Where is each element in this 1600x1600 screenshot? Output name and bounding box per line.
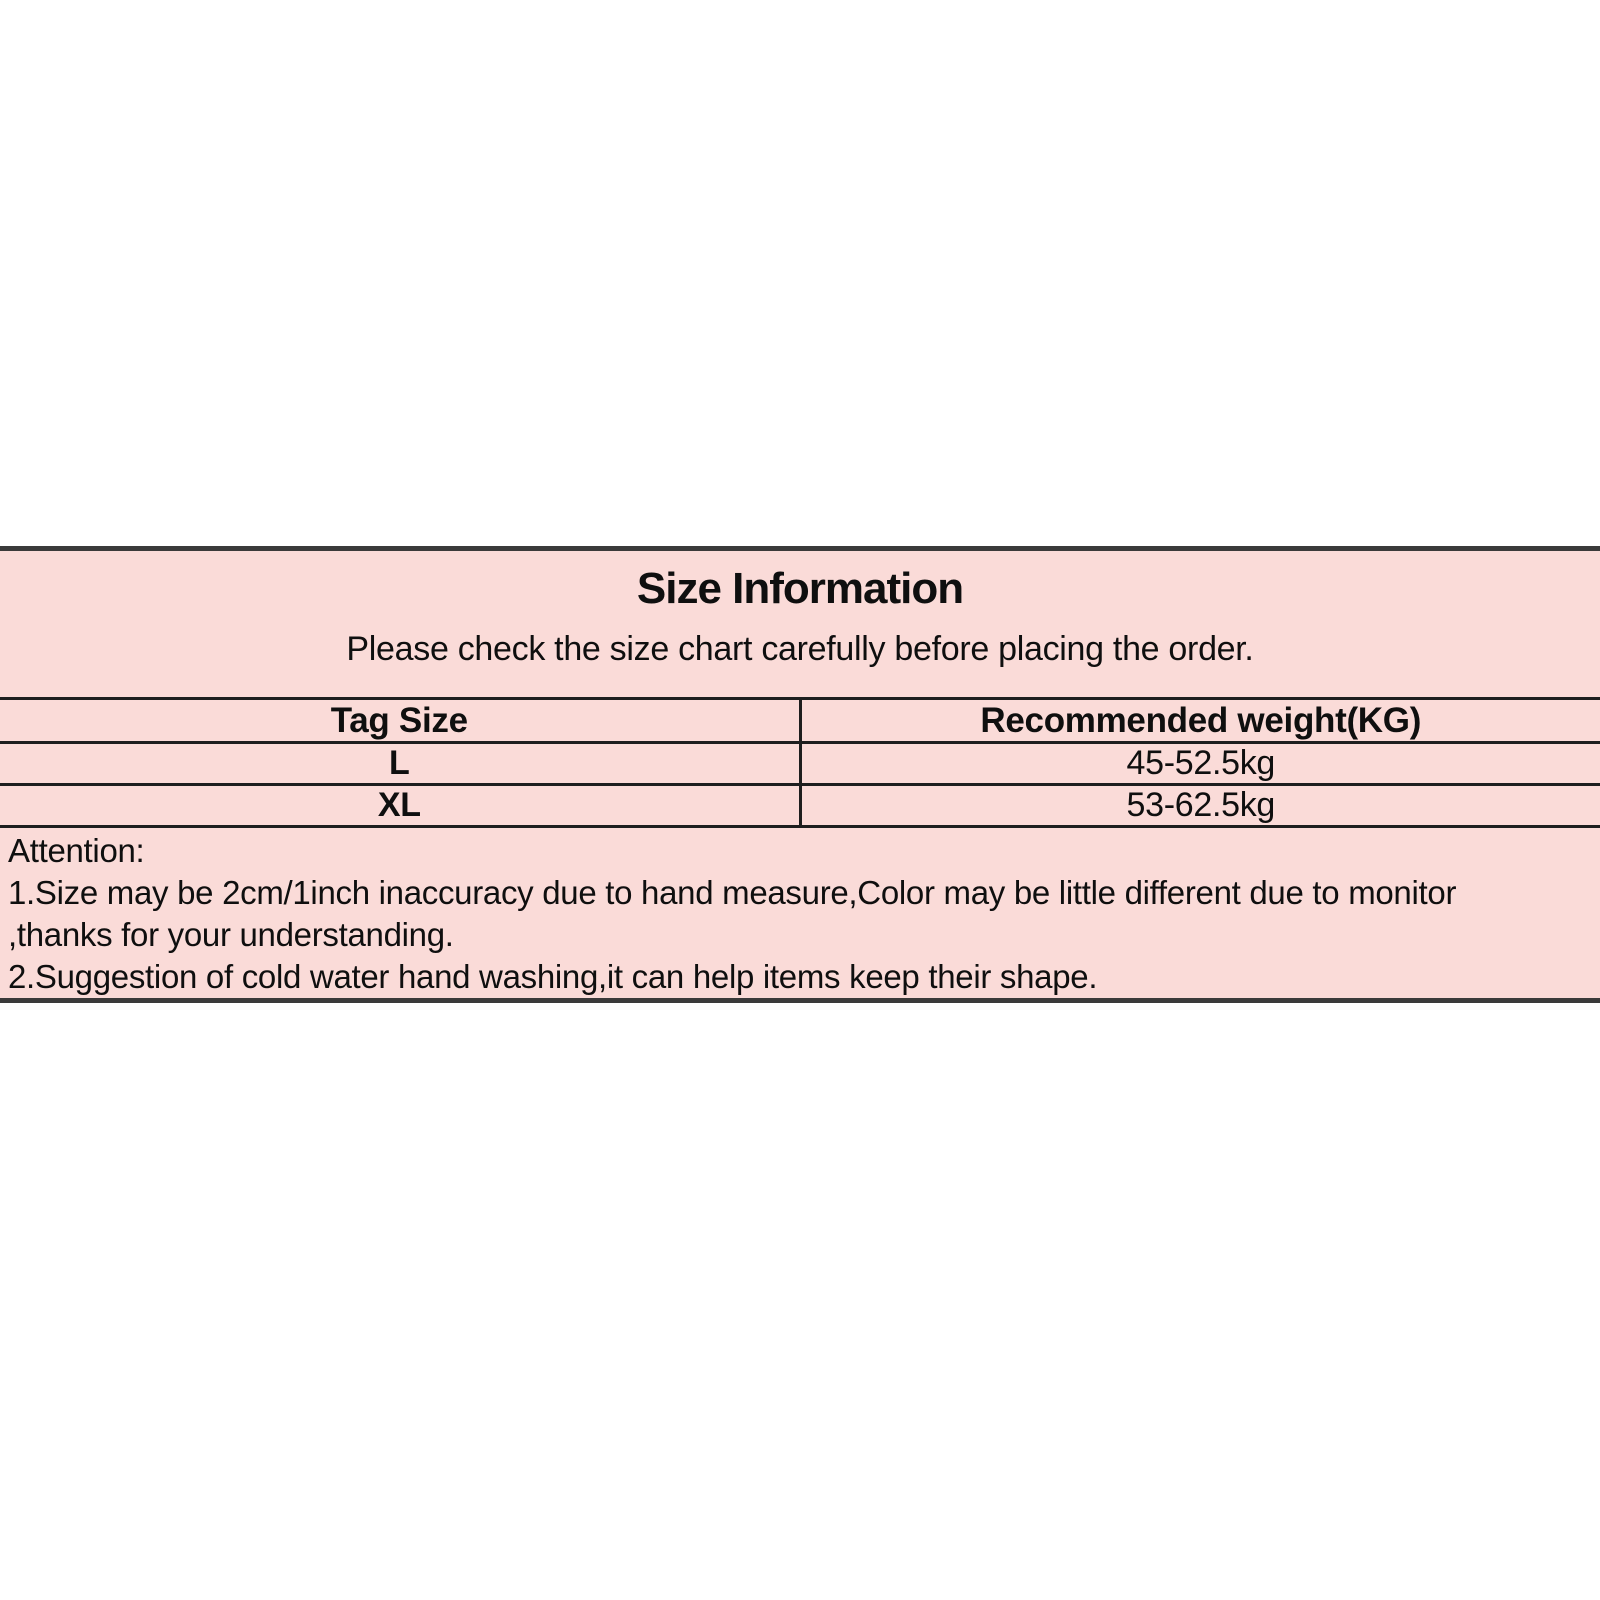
attention-note-1: 1.Size may be 2cm/1inch inaccuracy due to hand measure,Color may be little different due to monitor — [8, 874, 1457, 911]
size-table-header-row — [0, 699, 1600, 743]
recommended-weight-value: 45-52.5kg — [800, 743, 1600, 785]
tag-size-value: L — [0, 743, 800, 785]
size-chart-subtitle: Please check the size chart carefully before placing the order. — [346, 630, 1254, 668]
column-header-tag-size: Tag Size — [0, 699, 800, 743]
size-information-panel — [0, 546, 1600, 1003]
attention-note-2: 2.Suggestion of cold water hand washing,it can help items keep their shape. — [8, 958, 1098, 995]
table-row — [0, 785, 1600, 827]
size-table — [0, 697, 1600, 828]
tag-size-value: XL — [0, 785, 800, 827]
page-title: Size Information — [636, 564, 964, 613]
attention-note-1-continued: ,thanks for your understanding. — [8, 916, 454, 953]
table-row — [0, 743, 1600, 785]
attention-heading: Attention: — [8, 832, 145, 869]
recommended-weight-value: 53-62.5kg — [800, 785, 1600, 827]
attention-section — [0, 828, 1600, 998]
column-header-recommended-weight: Recommended weight(KG) — [800, 699, 1600, 743]
